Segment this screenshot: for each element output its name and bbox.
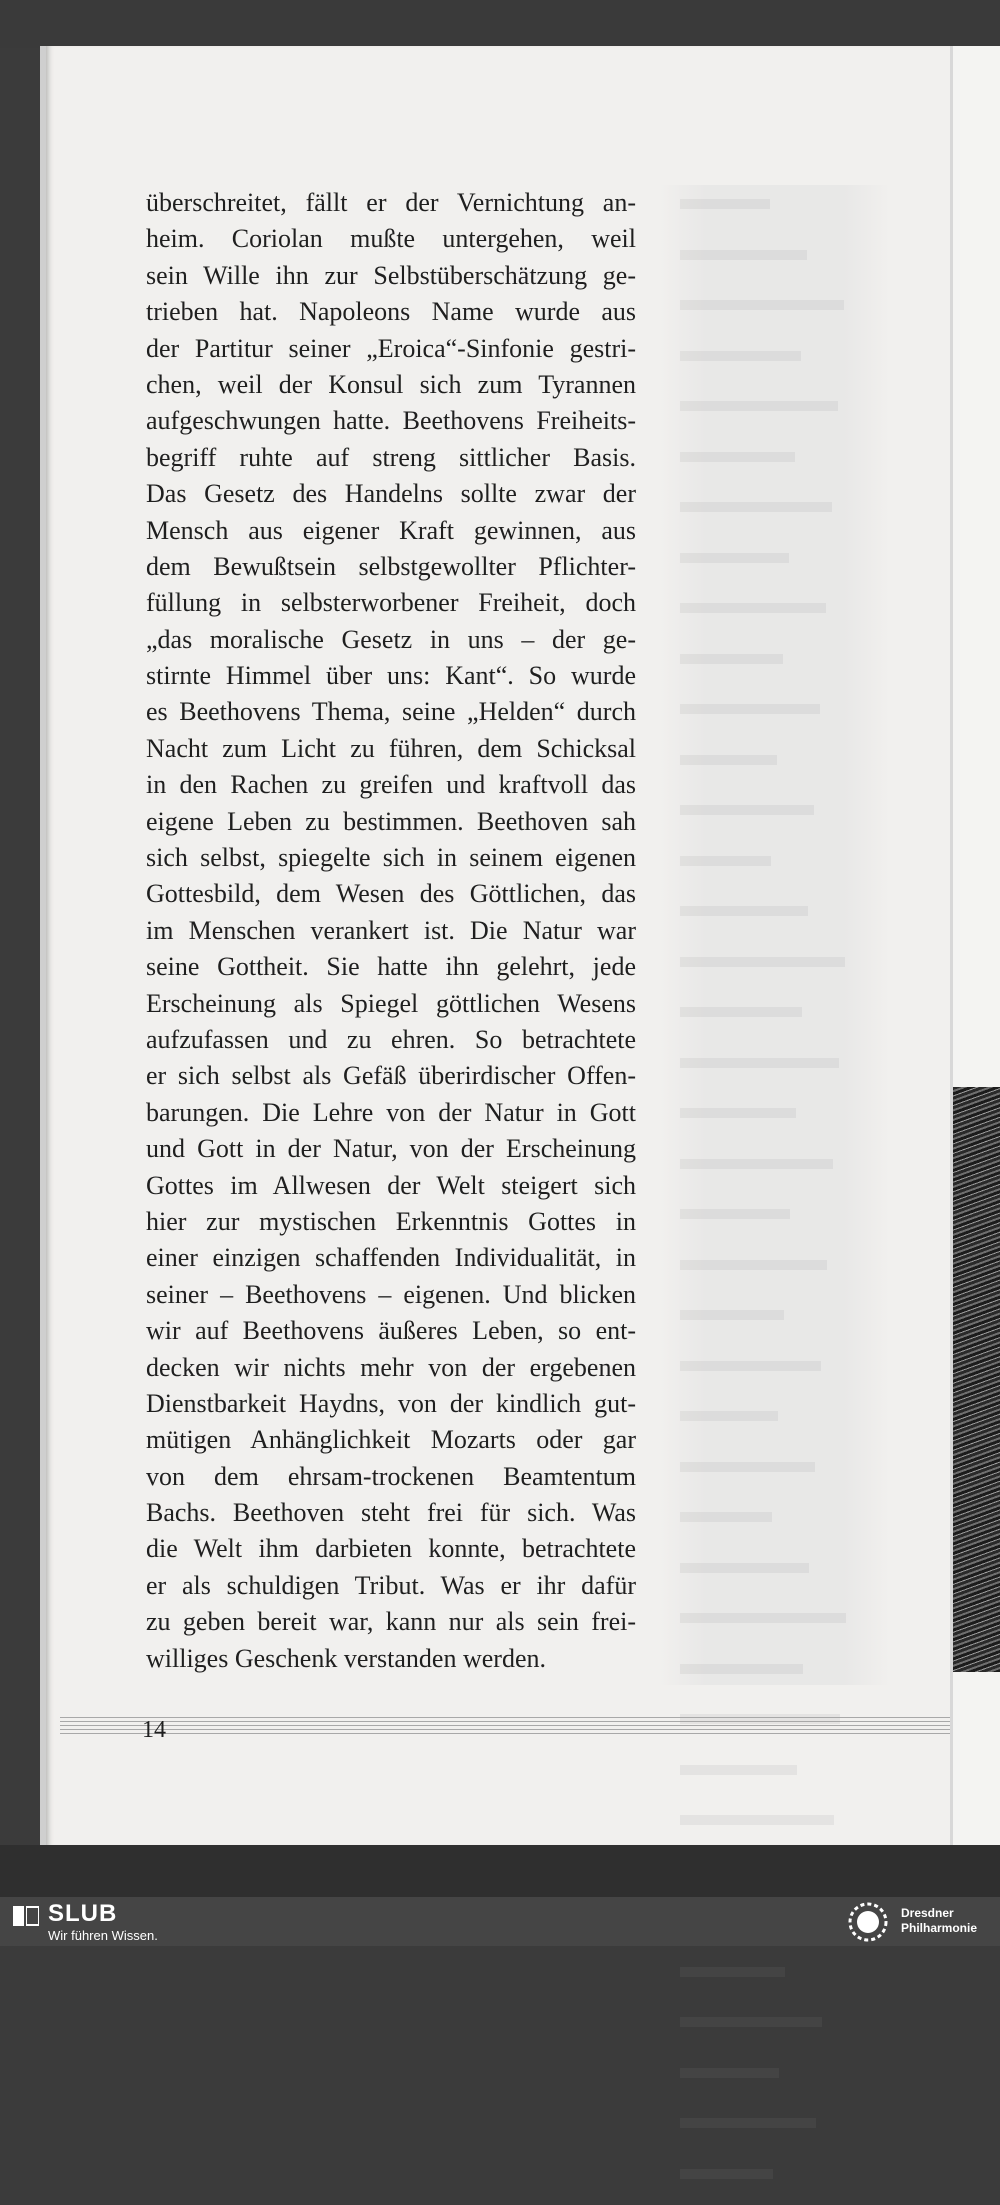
- bleed-through-line: [660, 1512, 890, 1549]
- library-name[interactable]: SLUB: [48, 1900, 117, 1928]
- bleed-through-line: [660, 906, 890, 943]
- adjacent-page-engraving: [953, 1087, 1000, 1672]
- text-line: seine Gottheit. Sie hatte ihn gelehrt, jede: [146, 949, 636, 985]
- bleed-through-line: [660, 1310, 890, 1347]
- bleed-through-line: [660, 1664, 890, 1701]
- book-icon: [12, 1904, 40, 1928]
- text-line: Dienstbarkeit Haydns, von der kindlich gut-: [146, 1386, 636, 1422]
- bleed-through-line: [660, 1260, 890, 1297]
- bleed-through-line: [660, 654, 890, 691]
- text-line: chen, weil der Konsul sich zum Tyrannen: [146, 367, 636, 403]
- bleed-through-line: [660, 1462, 890, 1499]
- bleed-through-line: [660, 250, 890, 287]
- text-line: sein Wille ihn zur Selbstüberschätzung ge-: [146, 258, 636, 294]
- bleed-through-line: [660, 300, 890, 337]
- text-line: dem Bewußtsein selbstgewollter Pflichter-: [146, 549, 636, 585]
- text-line: es Beethovens Thema, seine „Helden“ durch: [146, 694, 636, 730]
- partner-name: [901, 1906, 977, 1936]
- text-line: und Gott in der Natur, von der Erscheinung: [146, 1131, 636, 1167]
- footer-bar: [0, 1897, 1000, 1946]
- bleed-through-line: [660, 1209, 890, 1246]
- text-line: begriff ruhte auf streng sittlicher Basis.: [146, 440, 636, 476]
- body-text: [146, 185, 636, 1677]
- bleed-through-line: [660, 1765, 890, 1802]
- text-line: williges Geschenk verstanden werden.: [146, 1641, 636, 1677]
- library-tagline: Wir führen Wissen.: [48, 1928, 158, 1943]
- text-line: wir auf Beethovens äußeres Leben, so ent-: [146, 1313, 636, 1349]
- text-line: der Partitur seiner „Eroica“-Sinfonie gestri-: [146, 331, 636, 367]
- scanner-top-band: [0, 0, 1000, 48]
- text-line: aufgeschwungen hatte. Beethovens Freiheits-: [146, 403, 636, 439]
- bleed-through-line: [660, 1108, 890, 1145]
- bleed-through-line: [660, 1411, 890, 1448]
- bleed-through-line: [660, 2169, 890, 2205]
- text-line: Nacht zum Licht zu führen, dem Schicksal: [146, 731, 636, 767]
- text-line: Das Gesetz des Handelns sollte zwar der: [146, 476, 636, 512]
- text-line: er sich selbst als Gefäß überirdischer Offen-: [146, 1058, 636, 1094]
- partner-name-line1: Dresdner: [901, 1906, 977, 1921]
- bleed-through-line: [660, 1159, 890, 1196]
- text-line: füllung in selbsterworbener Freiheit, doch: [146, 585, 636, 621]
- text-line: seiner – Beethovens – eigenen. Und blicken: [146, 1277, 636, 1313]
- text-line: stirnte Himmel über uns: Kant“. So wurde: [146, 658, 636, 694]
- bleed-through-line: [660, 805, 890, 842]
- bleed-through-line: [660, 2068, 890, 2105]
- text-line: barungen. Die Lehre von der Natur in Gott: [146, 1095, 636, 1131]
- bleed-through-line: [660, 2017, 890, 2054]
- text-line: in den Rachen zu greifen und kraftvoll das: [146, 767, 636, 803]
- text-line: mütigen Anhänglichkeit Mozarts oder gar: [146, 1422, 636, 1458]
- bleed-through-column: [660, 185, 890, 1685]
- text-line: hier zur mystischen Erkenntnis Gottes in: [146, 1204, 636, 1240]
- bleed-through-line: [660, 452, 890, 489]
- text-line: heim. Coriolan mußte untergehen, weil: [146, 221, 636, 257]
- text-line: er als schuldigen Tribut. Was er ihr dafür: [146, 1568, 636, 1604]
- text-line: Erscheinung als Spiegel göttlichen Wesens: [146, 986, 636, 1022]
- bleed-through-line: [660, 1613, 890, 1650]
- bleed-through-line: [660, 199, 890, 236]
- text-line: decken wir nichts mehr von der ergebenen: [146, 1350, 636, 1386]
- text-line: trieben hat. Napoleons Name wurde aus: [146, 294, 636, 330]
- bleed-through-line: [660, 856, 890, 893]
- bleed-through-line: [660, 553, 890, 590]
- scanner-bottom-band: [0, 1845, 1000, 1897]
- bleed-through-line: [660, 1058, 890, 1095]
- text-line: „das moralische Gesetz in uns – der ge-: [146, 622, 636, 658]
- text-line: im Menschen verankert ist. Die Natur war: [146, 913, 636, 949]
- partner-name-line2: Philharmonie: [901, 1921, 977, 1936]
- bleed-through-line: [660, 957, 890, 994]
- text-line: aufzufassen und zu ehren. So betrachtete: [146, 1022, 636, 1058]
- text-line: Gottes im Allwesen der Welt steigert sich: [146, 1168, 636, 1204]
- bleed-through-line: [660, 502, 890, 539]
- text-line: eigene Leben zu bestimmen. Beethoven sah: [146, 804, 636, 840]
- text-line: Mensch aus eigener Kraft gewinnen, aus: [146, 513, 636, 549]
- bleed-through-line: [660, 1967, 890, 2004]
- bleed-through-line: [660, 1563, 890, 1600]
- text-line: von dem ehrsam-trockenen Beamtentum: [146, 1459, 636, 1495]
- bleed-through-line: [660, 704, 890, 741]
- text-line: Bachs. Beethoven steht frei für sich. Was: [146, 1495, 636, 1531]
- bleed-through-line: [660, 401, 890, 438]
- text-line: die Welt ihm darbieten konnte, betrachtete: [146, 1531, 636, 1567]
- text-line: sich selbst, spiegelte sich in seinem eigenen: [146, 840, 636, 876]
- bleed-through-line: [660, 603, 890, 640]
- text-line: überschreitet, fällt er der Vernichtung an-: [146, 185, 636, 221]
- bleed-through-line: [660, 1361, 890, 1398]
- music-staff-lines: [60, 1717, 950, 1739]
- bleed-through-line: [660, 2118, 890, 2155]
- bleed-through-line: [660, 755, 890, 792]
- bleed-through-line: [660, 351, 890, 388]
- text-line: zu geben bereit war, kann nur als sein frei-: [146, 1604, 636, 1640]
- text-line: einer einzigen schaffenden Individualität, in: [146, 1240, 636, 1276]
- text-line: Gottesbild, dem Wesen des Göttlichen, das: [146, 876, 636, 912]
- page-number: 14: [142, 1717, 166, 1744]
- dresdner-philharmonie-logo[interactable]: [842, 1902, 894, 1942]
- bleed-through-line: [660, 1007, 890, 1044]
